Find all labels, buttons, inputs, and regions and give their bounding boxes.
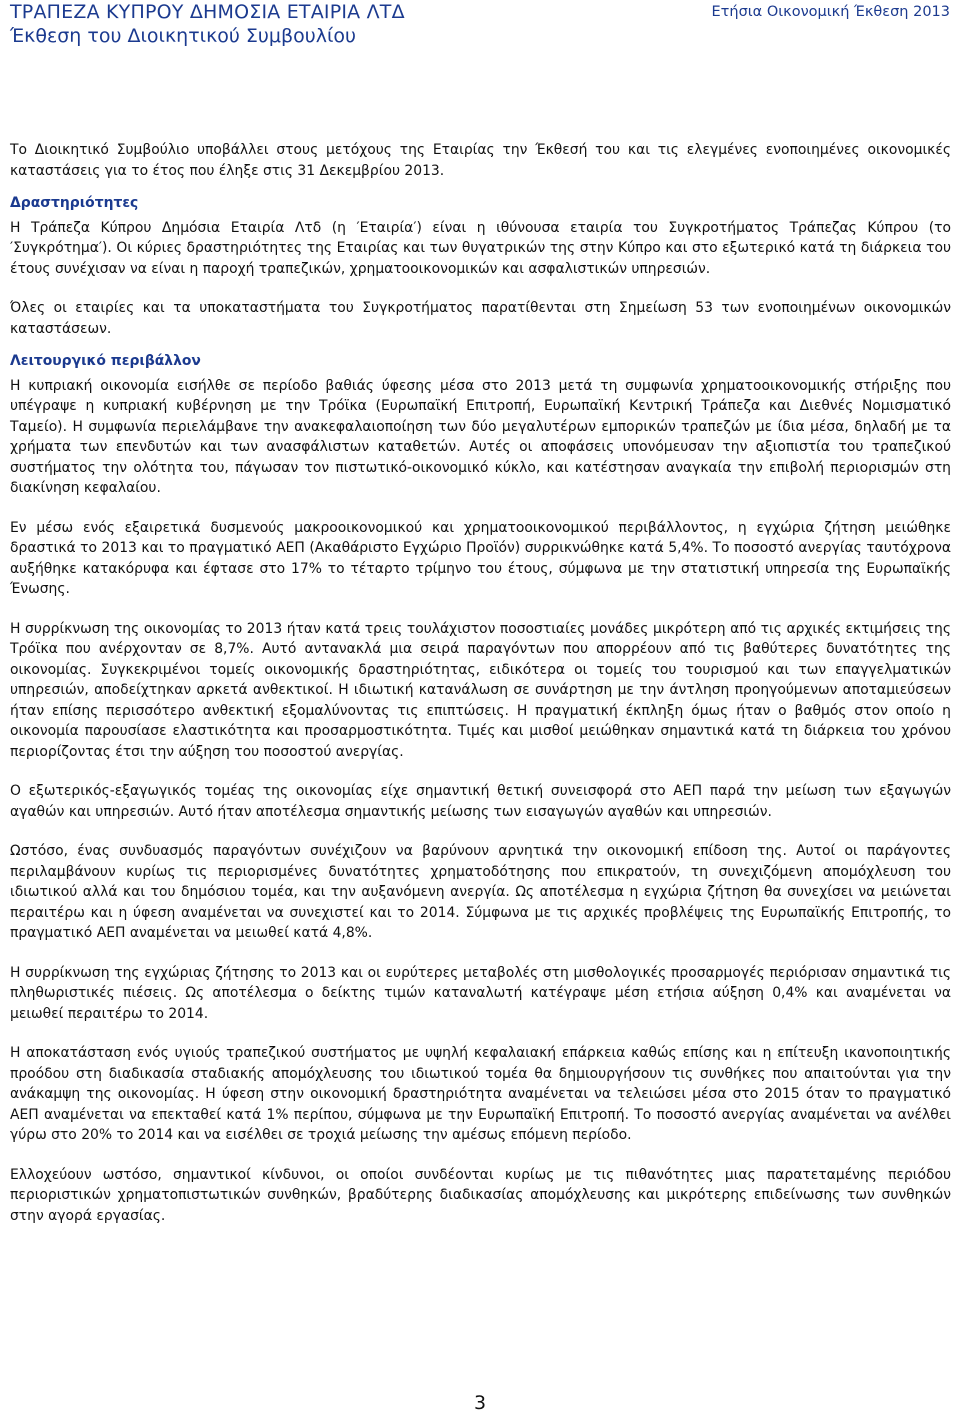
- paragraph: Η συρρίκνωση της οικονομίας το 2013 ήταν κατά τρεις τουλάχιστον ποσοστιαίες μονάδες μικρότερη από τις αρχικές εκτιμήσεις της Τρόϊκα που ανέρχονταν σε 8,7%. Αυτό αντανακλά μια σειρά παραγόντων που απορρέουν από τις βαθύτερες δυνατότητες της οικονομίας. Συγκεκριμένοι τομείς οικονομικής δραστηριότητας, ειδικότερα οι τομείς του τουρισμού και των επαγγελματικών υπηρεσιών, αποδείχτηκαν αρκετά ανθεκτικοί. Η ιδιωτική κατανάλωση σε συνάρτηση με την άντληση προηγούμενων αποταμιεύσεων ήταν επίσης περισσότερο ανθεκτική εξομαλύνοντας τις επιπτώσεις. Η πραγματική έκπληξη όμως ήταν ο βαθμός στον οποίο η οικονομία παρουσίασε ελαστικότητα και προσαρμοστικότητα. Τιμές και μισθοί μειώθηκαν σημαντικά κατά τη διάρκεια του χρόνου περιορίζοντας έτσι την αύξηση του ποσοστού ανεργίας.: [10, 620, 951, 760]
- document-body: [10, 140, 951, 1245]
- paragraph: Η κυπριακή οικονομία εισήλθε σε περίοδο βαθιάς ύφεσης μέσα στο 2013 μετά τη συμφωνία χρηματοοικονομικής στήριξης που υπέγραψε η κυπριακή κυβέρνηση με την Τρόϊκα (Ευρωπαϊκή Επιτροπή, Ευρωπαϊκή Κεντρική Τράπεζα και Διεθνές Νομισματικό Ταμείο). Η συμφωνία περιελάμβανε την ανακεφαλαιοποίηση των δύο μεγαλυτέρων εμπορικών τραπεζών με ίδια μέσα, δηλαδή με τα χρήματα των επενδυτών και των ανασφάλιστων καταθετών. Αυτές οι αποφάσεις υπονόμευσαν την αξιοπιστία του τραπεζικού συστήματος την ολότητα του, πάγωσαν τον πιστωτικό-οικονομικό κύκλο, και κατέστησαν αναγκαία την επιβολή περιορισμών στη διακίνηση κεφαλαίου.: [10, 377, 951, 496]
- paragraph: Η αποκατάσταση ενός υγιούς τραπεζικού συστήματος με υψηλή κεφαλαιακή επάρκεια καθώς επίσης και η επίτευξη ικανοποιητικής προόδου στη διαδικασία σταδιακής απομόχλευσης του ιδιωτικού τομέα θα δημιουργήσουν τις συνθήκες που απαιτούνται για την ανάκαμψη της οικονομίας. Η ύφεση στην οικονομική δραστηριότητα αναμένεται να τελειώσει μέσα στο 2015 όταν το πραγματικό ΑΕΠ αναμένεται να επεκταθεί κατά 1% περίπου, σύμφωνα με την Ευρωπαϊκή Επιτροπή. Το ποσοστό ανεργίας αναμένεται να ανέλθει γύρω στο 20% το 2014 και να εισέλθει σε τροχιά μείωσης την αμέσως επόμενη περίοδο.: [10, 1045, 951, 1143]
- paragraph: Ελλοχεύουν ωστόσο, σημαντικοί κίνδυνοι, οι οποίοι συνδέονται κυρίως με τις πιθανότητες μιας παρατεταμένης περιόδου περιοριστικών χρηματοπιστωτικών συνθηκών, βραδύτερης διαδικασίας απομόχλευσης και μικρότερης επιδείνωσης των συνθηκών στην αγορά εργασίας.: [10, 1166, 951, 1224]
- paragraph: Η Τράπεζα Κύπρου Δημόσια Εταιρία Λτδ (η ′Εταιρία′) είναι η ιθύνουσα εταιρία του Συγκροτήματος Τράπεζας Κύπρου (το ′Συγκρότημα′). Οι κύριες δραστηριότητες της Εταιρίας και των θυγατρικών της στην Κύπρο και στο εξωτερικό κατά τη διάρκεια του έτους συνέχισαν να είναι η παροχή τραπεζικών, χρηματοοικονομικών και ασφαλιστικών υπηρεσιών.: [10, 219, 951, 277]
- section-heading-activities: Δραστηριότητες: [10, 195, 139, 211]
- page-number: 3: [473, 1392, 487, 1414]
- paragraph: Όλες οι εταιρίες και τα υποκαταστήματα του Συγκροτήματος παρατίθενται στη Σημείωση 53 των ενοποιημένων οικονομικών καταστάσεων.: [10, 300, 951, 337]
- section-heading-operating-environment: Λειτουργικό περιβάλλον: [10, 353, 201, 369]
- paragraph: Ωστόσο, ένας συνδυασμός παραγόντων συνέχιζουν να βαρύνουν αρνητικά την οικονομική επίδοση της. Αυτοί οι παράγοντες περιλαμβάνουν κυρίως τις περιορισμένες δυνατότητες χρηματοδότησης που επικρατούν, τη συνεχιζόμενη απομόχλευση του ιδιωτικού αλλά και του δημόσιου τομέα, και την αυξανόμενη ανεργία. Ως αποτέλεσμα η εγχώρια ζήτηση θα συνεχίσει να μειώνεται περαιτέρω και η ύφεση αναμένεται να συνεχιστεί και το 2014. Σύμφωνα με τις αρχικές προβλέψεις της Ευρωπαϊκής Επιτροπής, το πραγματικό ΑΕΠ αναμένεται να μειωθεί κατά 4,8%.: [10, 843, 951, 941]
- paragraph: Η συρρίκνωση της εγχώριας ζήτησης το 2013 και οι ευρύτερες μεταβολές στη μισθολογικές προσαρμογές περιόρισαν σημαντικά τις πληθωριστικές πιέσεις. Ως αποτέλεσμα ο δείκτης τιμών καταναλωτή κατέγραψε μέση ετήσια αύξηση 0,4% και αναμένεται να μειωθεί περαιτέρω το 2014.: [10, 964, 951, 1022]
- intro-paragraph: Το Διοικητικό Συμβούλιο υποβάλλει στους μετόχους της Εταιρίας την Έκθεσή του και τις ελεγμένες ενοποιημένες οικονομικές καταστάσεις για το έτος που έληξε στις 31 Δεκεμβρίου 2013.: [10, 142, 951, 179]
- annual-report-label: Ετήσια Οικονομική Έκθεση 2013: [711, 4, 950, 20]
- paragraph: Εν μέσω ενός εξαιρετικά δυσμενούς μακροοικονομικού και χρηματοοικονομικού περιβάλλοντος, η εγχώρια ζήτηση μειώθηκε δραστικά το 2013 και το πραγματικό ΑΕΠ (Ακαθάριστο Εγχώριο Προϊόν) συρρικνώθηκε κατά 5,4%. Το ποσοστό ανεργίας ταυτόχρονα αυξήθηκε κατακόρυφα και έφτασε στο 17% το τέταρτο τρίμηνο του έτους, σύμφωνα με την στατιστική υπηρεσία της Ευρωπαϊκής Ένωσης.: [10, 519, 951, 597]
- company-title: ΤΡΑΠΕΖΑ ΚΥΠΡΟΥ ΔΗΜΟΣΙΑ ΕΤΑΙΡΙΑ ΛΤΔ: [10, 1, 405, 23]
- report-section-title: Έκθεση του Διοικητικού Συμβουλίου: [10, 25, 357, 47]
- paragraph: Ο εξωτερικός-εξαγωγικός τομέας της οικονομίας είχε σημαντική θετική συνεισφορά στο ΑΕΠ παρά την μείωση των εξαγωγών αγαθών και υπηρεσιών. Αυτό ήταν αποτέλεσμα σημαντικής μείωσης των εισαγωγών αγαθών και υπηρεσιών.: [10, 783, 951, 820]
- page-header: [10, 0, 950, 60]
